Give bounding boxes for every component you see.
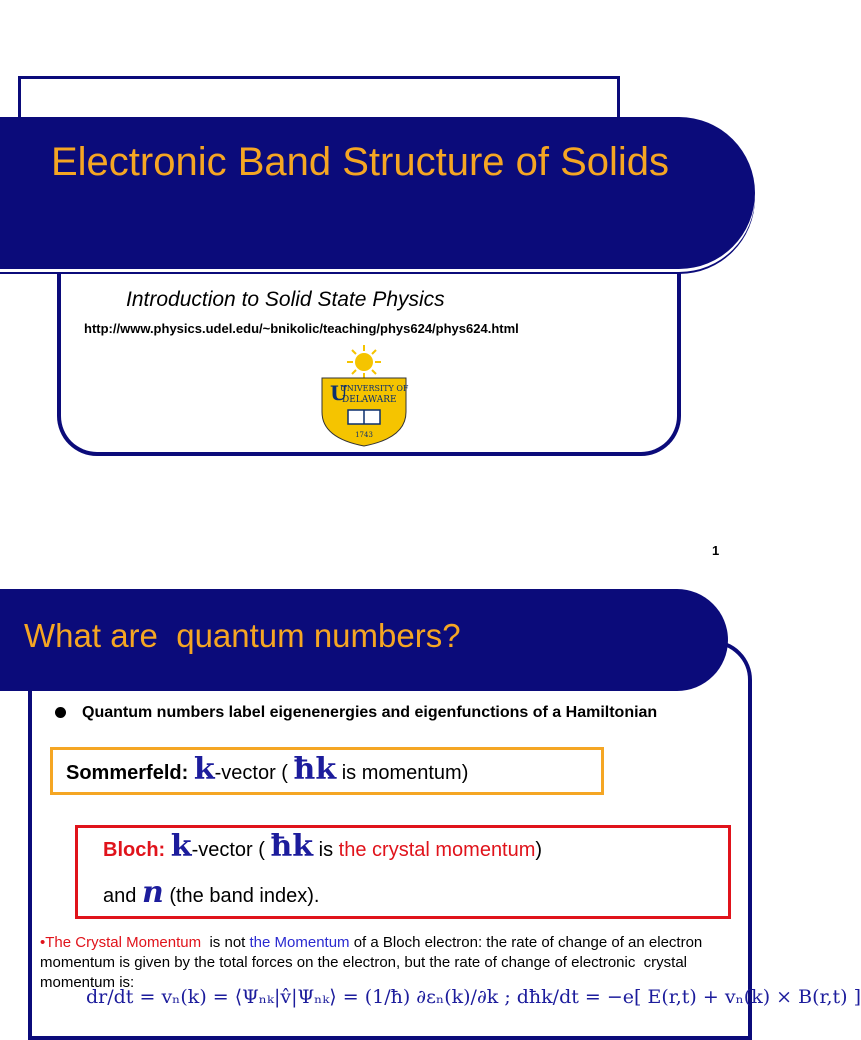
crystal-momentum-paragraph [40,933,740,993]
slide1-title: Electronic Band Structure of Solids [50,140,670,184]
svg-text:U: U [330,381,348,405]
hbar-k-symbol: ħk [293,752,337,787]
band-index-text: (the band index). [169,885,320,907]
sommerfeld-label: Sommerfeld: [66,762,189,784]
para-is-not: is not [201,934,250,951]
vector-text: -vector ( [214,762,288,784]
is-text: is [318,839,334,861]
bullet-text: Quantum numbers label eigenenergies and eigenfunctions of a Hamiltonian [82,704,658,721]
hbar-k-symbol: ħk [270,829,314,864]
university-delaware-logo-icon [318,342,410,448]
para-lead: •The Crystal Momentum [40,934,202,951]
bloch-line-2 [103,876,319,913]
sun-icon [347,345,381,379]
course-url: http://www.physics.udel.edu/~bnikolic/teaching/phys624/phys624.html [84,321,519,336]
svg-text:1743: 1743 [355,431,373,439]
k-symbol: k [193,752,215,787]
k-symbol: k [170,829,192,864]
svg-text:DELAWARE: DELAWARE [342,395,397,405]
slide1-subtitle: Introduction to Solid State Physics [126,288,445,311]
momentum-text: is momentum) [341,762,469,784]
sommerfeld-line [66,753,468,790]
para-momentum: the Momentum [249,934,350,951]
svg-text:UNIVERSITY OF: UNIVERSITY OF [340,384,409,393]
n-symbol: n [141,875,164,910]
bloch-label: Bloch: [103,839,166,861]
velocity-force-equation: dr/dt = vₙ(k) = ⟨Ψₙₖ|v̂|Ψₙₖ⟩ = (1/ħ) ∂εₙ(k)/∂k ; dħk/dt = −e[ E(r,t) + vₙ(k) × B(r,t) ] [86,986,861,1008]
crystal-momentum-text: the crystal momentum [338,839,536,861]
page-number: 1 [712,543,720,558]
close-paren: ) [535,839,543,861]
bullet-dot-icon [55,707,66,718]
and-text: and [103,885,137,907]
vector-text: -vector ( [191,839,265,861]
para-rest: of a Bloch electron: the rate of change of an electron momentum is given by the total forces on the electron, but the rate of change of electronic crystal momentum is: [40,934,707,991]
bloch-line-1 [103,830,542,867]
slide2-title: What are quantum numbers? [24,617,461,654]
